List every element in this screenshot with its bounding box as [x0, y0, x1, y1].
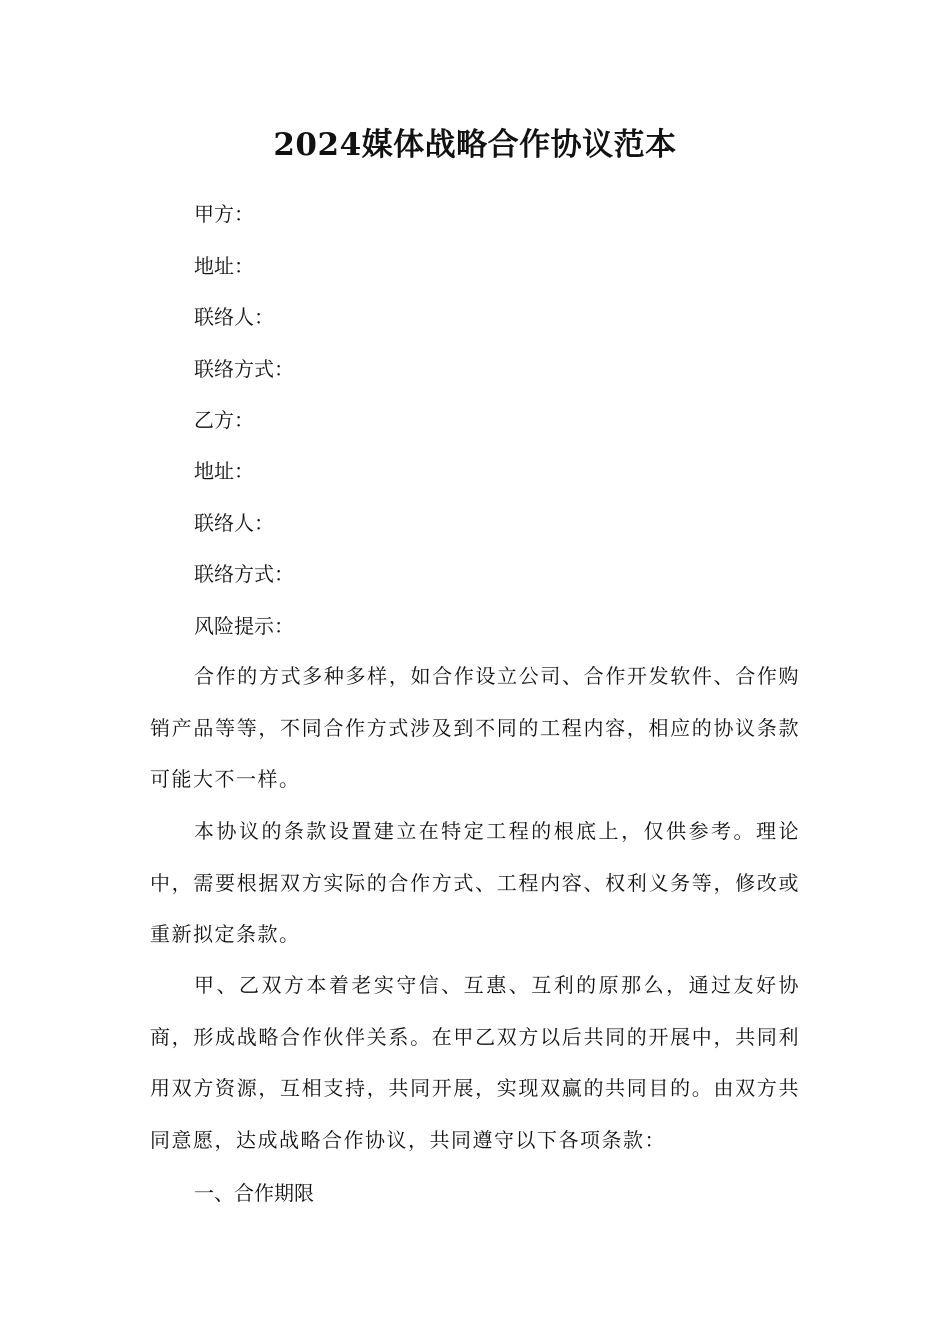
section-heading-term: 一、合作期限 — [194, 1181, 314, 1205]
party-b-contact-label: 联络人： — [194, 511, 274, 535]
paragraph-reference-only: 本协议的条款设置建立在特定工程的根底上，仅供参考。理论中，需要根据双方实际的合作方式、工程内容、权利义务等，修改或重新拟定条款。 — [150, 819, 800, 946]
risk-notice-label: 风险提示： — [194, 614, 294, 638]
document-title: 2024媒体战略合作协议范本 — [273, 127, 677, 163]
paragraph-agreement-preamble: 甲、乙双方本着老实守信、互惠、互利的原那么，通过友好协商，形成战略合作伙伴关系。在甲乙双方以后共同的开展中，共同利用双方资源，互相支持，共同开展，实现双赢的共同目的。由双方共同意愿，达成战略合作协议，共同遵守以下各项条款： — [150, 973, 800, 1152]
party-b-address-label: 地址： — [194, 459, 254, 483]
party-a-address-label: 地址： — [194, 254, 254, 278]
party-a-contact-label: 联络人： — [194, 305, 274, 329]
party-b-contact-method-label: 联络方式： — [194, 562, 294, 586]
party-b-label: 乙方： — [194, 408, 254, 432]
party-a-label: 甲方： — [194, 202, 254, 226]
party-a-contact-method-label: 联络方式： — [194, 357, 294, 381]
paragraph-cooperation-methods: 合作的方式多种多样，如合作设立公司、合作开发软件、合作购销产品等等，不同合作方式涉及到不同的工程内容，相应的协议条款可能大不一样。 — [150, 664, 800, 791]
